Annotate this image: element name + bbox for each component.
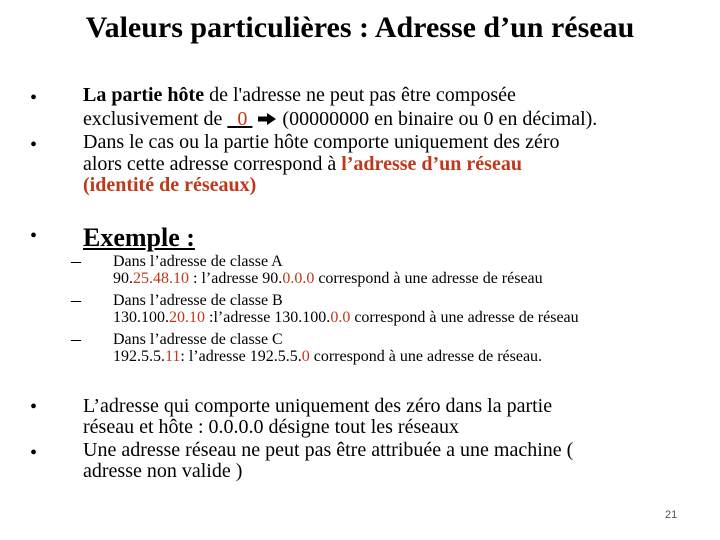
bullet-marker: • <box>30 442 38 464</box>
right-arrow-icon <box>257 112 277 126</box>
para2-line2 <box>83 155 522 174</box>
network-address-term: l’adresse d’un réseau <box>341 153 522 175</box>
host-part: 25.48.10 <box>133 270 189 287</box>
para4-line1: Une adresse réseau ne peut pas être attribuée a une machine ( <box>83 439 574 461</box>
zero-digit: 0 <box>237 108 248 130</box>
example-text: : l’adresse 192.5.5. <box>180 348 302 365</box>
zero-host-part: 0 <box>301 348 310 365</box>
example-text: : l’adresse 90. <box>189 270 283 287</box>
example-a-heading: Dans l’adresse de classe A <box>113 253 283 270</box>
bullet-marker: • <box>30 134 38 156</box>
example-b-heading: Dans l’adresse de classe B <box>113 292 283 309</box>
para3-line2: réseau et hôte : 0.0.0.0 désigne tout les réseaux <box>83 416 459 438</box>
example-text: correspond à une adresse de réseau <box>350 309 579 326</box>
para1-line1 <box>83 86 516 105</box>
example-text: correspond à une adresse de réseau <box>314 270 543 287</box>
para1-line2-start: exclusivement de <box>83 108 228 130</box>
bullet-marker: • <box>30 87 38 109</box>
zero-value <box>227 108 252 130</box>
bullet-marker: • <box>30 396 38 418</box>
example-text: :l’adresse 130.100. <box>205 309 331 326</box>
example-b-detail <box>113 309 579 326</box>
para4-line2: adresse non valide ) <box>83 460 243 482</box>
network-part: 130.100. <box>113 309 169 326</box>
example-text: correspond à une adresse de réseau. <box>309 348 543 365</box>
example-a-detail <box>113 270 543 287</box>
network-part: 192.5.5. <box>113 348 165 365</box>
example-heading: Exemple : <box>83 223 195 252</box>
para2-line2-start: alors cette adresse correspond à <box>83 153 342 175</box>
para1-line1-rest: de l'adresse ne peut pas être composée <box>204 84 516 106</box>
zero-host-part: 0.0.0 <box>282 270 315 287</box>
para2-line1: Dans le cas ou la partie hôte comporte uniquement des zéro <box>83 131 560 153</box>
slide-title: Valeurs particulières : Adresse d’un réseau <box>85 11 635 44</box>
example-c-detail <box>113 348 542 365</box>
dash-marker: – <box>71 250 81 272</box>
network-identity-note: (identité de réseaux) <box>83 174 257 196</box>
host-part-term: La partie hôte <box>83 84 205 106</box>
para1-line2 <box>83 110 597 129</box>
para3-line1: L’adresse qui comporte uniquement des zéro dans la partie <box>83 395 553 417</box>
bullet-marker: • <box>30 225 38 247</box>
example-c-heading: Dans l’adresse de classe C <box>113 331 283 348</box>
host-part: 11 <box>165 348 181 365</box>
dash-marker: – <box>71 328 81 350</box>
zero-host-part: 0.0 <box>330 309 351 326</box>
dash-marker: – <box>71 289 81 311</box>
host-part: 20.10 <box>169 309 205 326</box>
para1-line2-end: (00000000 en binaire ou 0 en décimal). <box>282 108 598 130</box>
network-part: 90. <box>113 270 133 287</box>
page-number: 21 <box>665 509 678 521</box>
